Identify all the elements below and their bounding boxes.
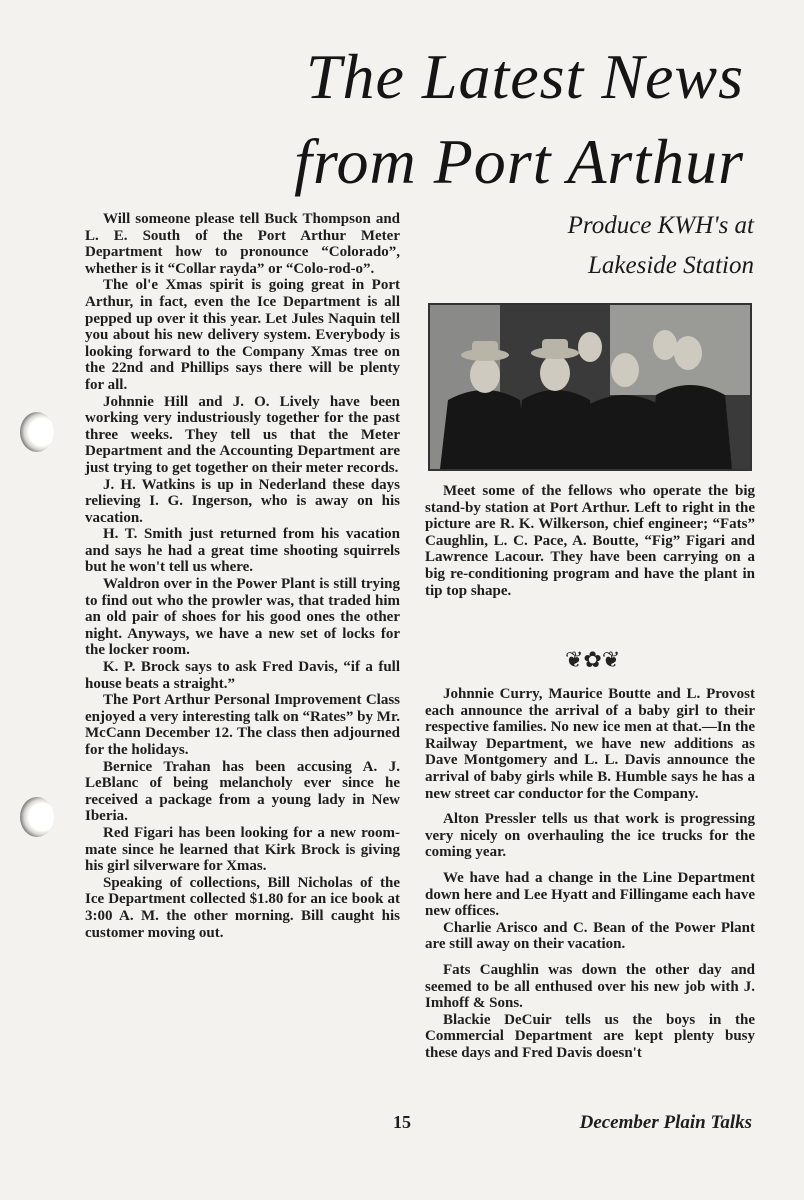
photo-caption bbox=[425, 483, 755, 599]
paragraph: Johnnie Curry, Maurice Boutte and L. Provost each announce the arrival of a baby girl to their respective families. No new ice men at that.—In the Railway Department, we have new additions as Dave Montgomery and L. L. Davis announce the arrival of baby girls while B. Humble says he has a new street car conductor for the Company. bbox=[425, 686, 755, 802]
paragraph: Charlie Arisco and C. Bean of the Power Plant are still away on their vacation. bbox=[425, 919, 755, 953]
right-column bbox=[425, 686, 755, 1061]
paragraph: Will someone please tell Buck Thompson and L. E. South of the Port Arthur Meter Department how to pronounce “Colorado”, whether is it “Collar rayda” or “Colo-rod-o”. bbox=[85, 211, 400, 277]
paragraph: Alton Pressler tells us that work is progressing very nicely on overhauling the ice trucks for the coming year. bbox=[425, 811, 755, 861]
paragraph: Blackie DeCuir tells us the boys in the Commercial Department are kept plenty busy these days and Fred Davis doesn't bbox=[425, 1011, 755, 1061]
group-photo bbox=[428, 303, 752, 471]
subtitle-line-2: Lakeside Station bbox=[588, 252, 754, 279]
paragraph: We have had a change in the Line Department down here and Lee Hyatt and Fillingame each have new offices. bbox=[425, 869, 755, 920]
paragraph: H. T. Smith just returned from his vacation and says he had a great time shooting squirrels but he won't tell us where. bbox=[85, 526, 400, 576]
binder-hole bbox=[20, 412, 54, 452]
paragraph: The Port Arthur Personal Improvement Class enjoyed a very interesting talk on “Rates” by Mr. McCann December 12. The class then adjourned for the holidays. bbox=[85, 692, 400, 758]
binder-hole bbox=[20, 797, 54, 837]
title-line-2: from Port Arthur bbox=[294, 126, 744, 197]
page-number: 15 bbox=[393, 1112, 411, 1132]
title-line-1: The Latest News bbox=[305, 41, 744, 112]
paragraph: Waldron over in the Power Plant is still trying to find out who the prowler was, that traded him an old pair of shoes for his good ones the other night. Anyways, we have a new set of locks for the locker room. bbox=[85, 576, 400, 659]
ornament-icon: ❦✿❦ bbox=[565, 647, 621, 672]
paragraph: K. P. Brock says to ask Fred Davis, “if a full house beats a straight.” bbox=[85, 659, 400, 692]
paragraph: Johnnie Hill and J. O. Lively have been working very industriously together for the past three weeks. They tell us that the Meter Department and the Accounting Department are just trying to get together on their meter records. bbox=[85, 393, 400, 476]
paragraph: Fats Caughlin was down the other day and seemed to be all enthused over his new job with J. Imhoff & Sons. bbox=[425, 961, 755, 1012]
paragraph: Speaking of collections, Bill Nicholas of the Ice Department collected $1.80 for an ice book at 3:00 A. M. the other morning. Bill caught his customer moving out. bbox=[85, 874, 400, 941]
paragraph: J. H. Watkins is up in Nederland these days relieving I. G. Ingerson, who is away on his vacation. bbox=[85, 476, 400, 526]
magazine-name: December Plain Talks bbox=[579, 1112, 752, 1133]
paragraph: Red Figari has been looking for a new room-mate since he learned that Kirk Brock is giving his girl silverware for Xmas. bbox=[85, 824, 400, 875]
paragraph: The ol'e Xmas spirit is going great in Port Arthur, in fact, even the Ice Department is all pepped up over it this year. Let Jules Naquin tell you about his new delivery system. Everybody is looking forward to the Company Xmas tree on the 22nd and Phillips says there will be plenty for all. bbox=[85, 277, 400, 393]
paragraph: Meet some of the fellows who operate the big stand-by station at Port Arthur. Left to right in the picture are R. K. Wilkerson, chief engineer; “Fats” Caughlin, L. C. Pace, A. Boutte, “Fig” Figari and Lawrence Lacour. They have been carrying on a big re-conditioning program and have the plant in tip top shape. bbox=[425, 483, 755, 599]
left-column bbox=[85, 211, 400, 941]
subtitle-line-1: Produce KWH's at bbox=[567, 212, 754, 239]
paragraph: Bernice Trahan has been accusing A. J. LeBlanc of being melancholy ever since he received a package from a young lady in New Iberia. bbox=[85, 758, 400, 825]
